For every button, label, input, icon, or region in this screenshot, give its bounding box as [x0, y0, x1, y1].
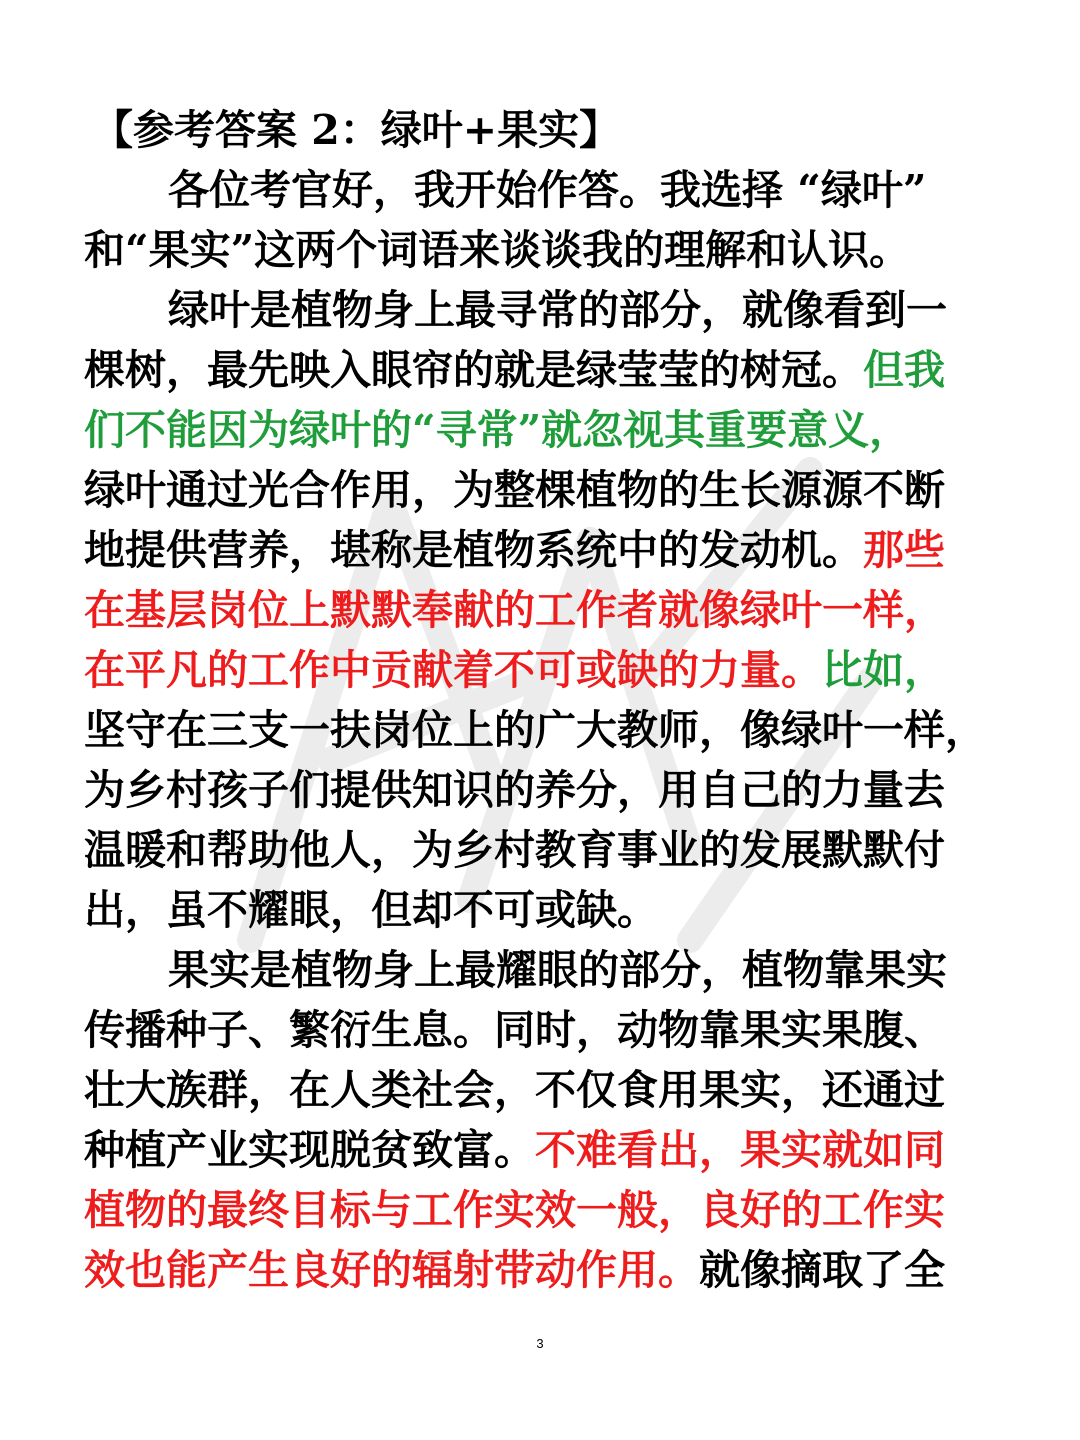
text-line [84, 280, 1000, 340]
text-run: 和“果实”这两个词语来谈谈我的理解和认识。 [84, 226, 911, 274]
text-run: 那些 [863, 526, 945, 574]
text-line [84, 940, 1000, 1000]
text-run: 们不能因为绿叶的“寻常”就忽视其重要意义， [84, 406, 911, 454]
text-line [84, 1060, 1000, 1120]
text-line [84, 340, 1000, 400]
text-line [84, 220, 1000, 280]
text-run: 坚守在三支一扶岗位上的广大教师，像绿叶一样， [84, 706, 986, 754]
page-number: 3 [536, 1336, 544, 1351]
text-line [84, 1000, 1000, 1060]
text-line [84, 1180, 1000, 1240]
text-line [84, 880, 1000, 940]
text-line [84, 160, 1000, 220]
text-run: 地提供营养，堪称是植物系统中的发动机。 [84, 526, 863, 574]
text-line [84, 1240, 1000, 1300]
answer-document [84, 100, 1000, 1300]
text-run: 效也能产生良好的辐射带动作用。 [84, 1246, 699, 1294]
text-run: 不难看出，果实就如同 [535, 1126, 945, 1174]
text-run: 绿叶是植物身上最寻常的部分，就像看到一 [168, 286, 947, 334]
text-line [84, 400, 1000, 460]
text-run: 棵树，最先映入眼帘的就是绿莹莹的树冠。 [84, 346, 863, 394]
text-run: 为乡村孩子们提供知识的养分，用自己的力量去 [84, 766, 945, 814]
text-run: 壮大族群，在人类社会，不仅食用果实，还通过 [84, 1066, 945, 1114]
text-run: 温暖和帮助他人，为乡村教育事业的发展默默付 [84, 826, 945, 874]
text-run: 传播种子、繁衍生息。同时，动物靠果实果腹、 [84, 1006, 945, 1054]
text-line [84, 580, 1000, 640]
text-run: 植物的最终目标与工作实效一般，良好的工作实 [84, 1186, 945, 1234]
text-line [84, 1120, 1000, 1180]
text-run: 各位考官好，我开始作答。我选择 “绿叶” [168, 166, 927, 214]
text-line [84, 640, 1000, 700]
text-line [84, 760, 1000, 820]
text-run: 果实是植物身上最耀眼的部分，植物靠果实 [168, 946, 947, 994]
text-line [84, 460, 1000, 520]
text-run: 但我 [863, 346, 945, 394]
answer-title: 【参考答案 2：绿叶+果实】 [92, 106, 621, 154]
text-run: 在平凡的工作中贡献着不可或缺的力量。 [84, 646, 822, 694]
text-run: 就像摘取了全 [699, 1246, 945, 1294]
text-run: 比如， [822, 646, 945, 694]
text-line [84, 820, 1000, 880]
text-line [84, 700, 1000, 760]
text-run: 绿叶通过光合作用，为整棵植物的生长源源不断 [84, 466, 945, 514]
text-run: 种植产业实现脱贫致富。 [84, 1126, 535, 1174]
text-run: 在基层岗位上默默奉献的工作者就像绿叶一样， [84, 586, 945, 634]
answer-body [84, 160, 1000, 1300]
text-line [84, 520, 1000, 580]
text-run: 出，虽不耀眼，但却不可或缺。 [84, 886, 658, 934]
